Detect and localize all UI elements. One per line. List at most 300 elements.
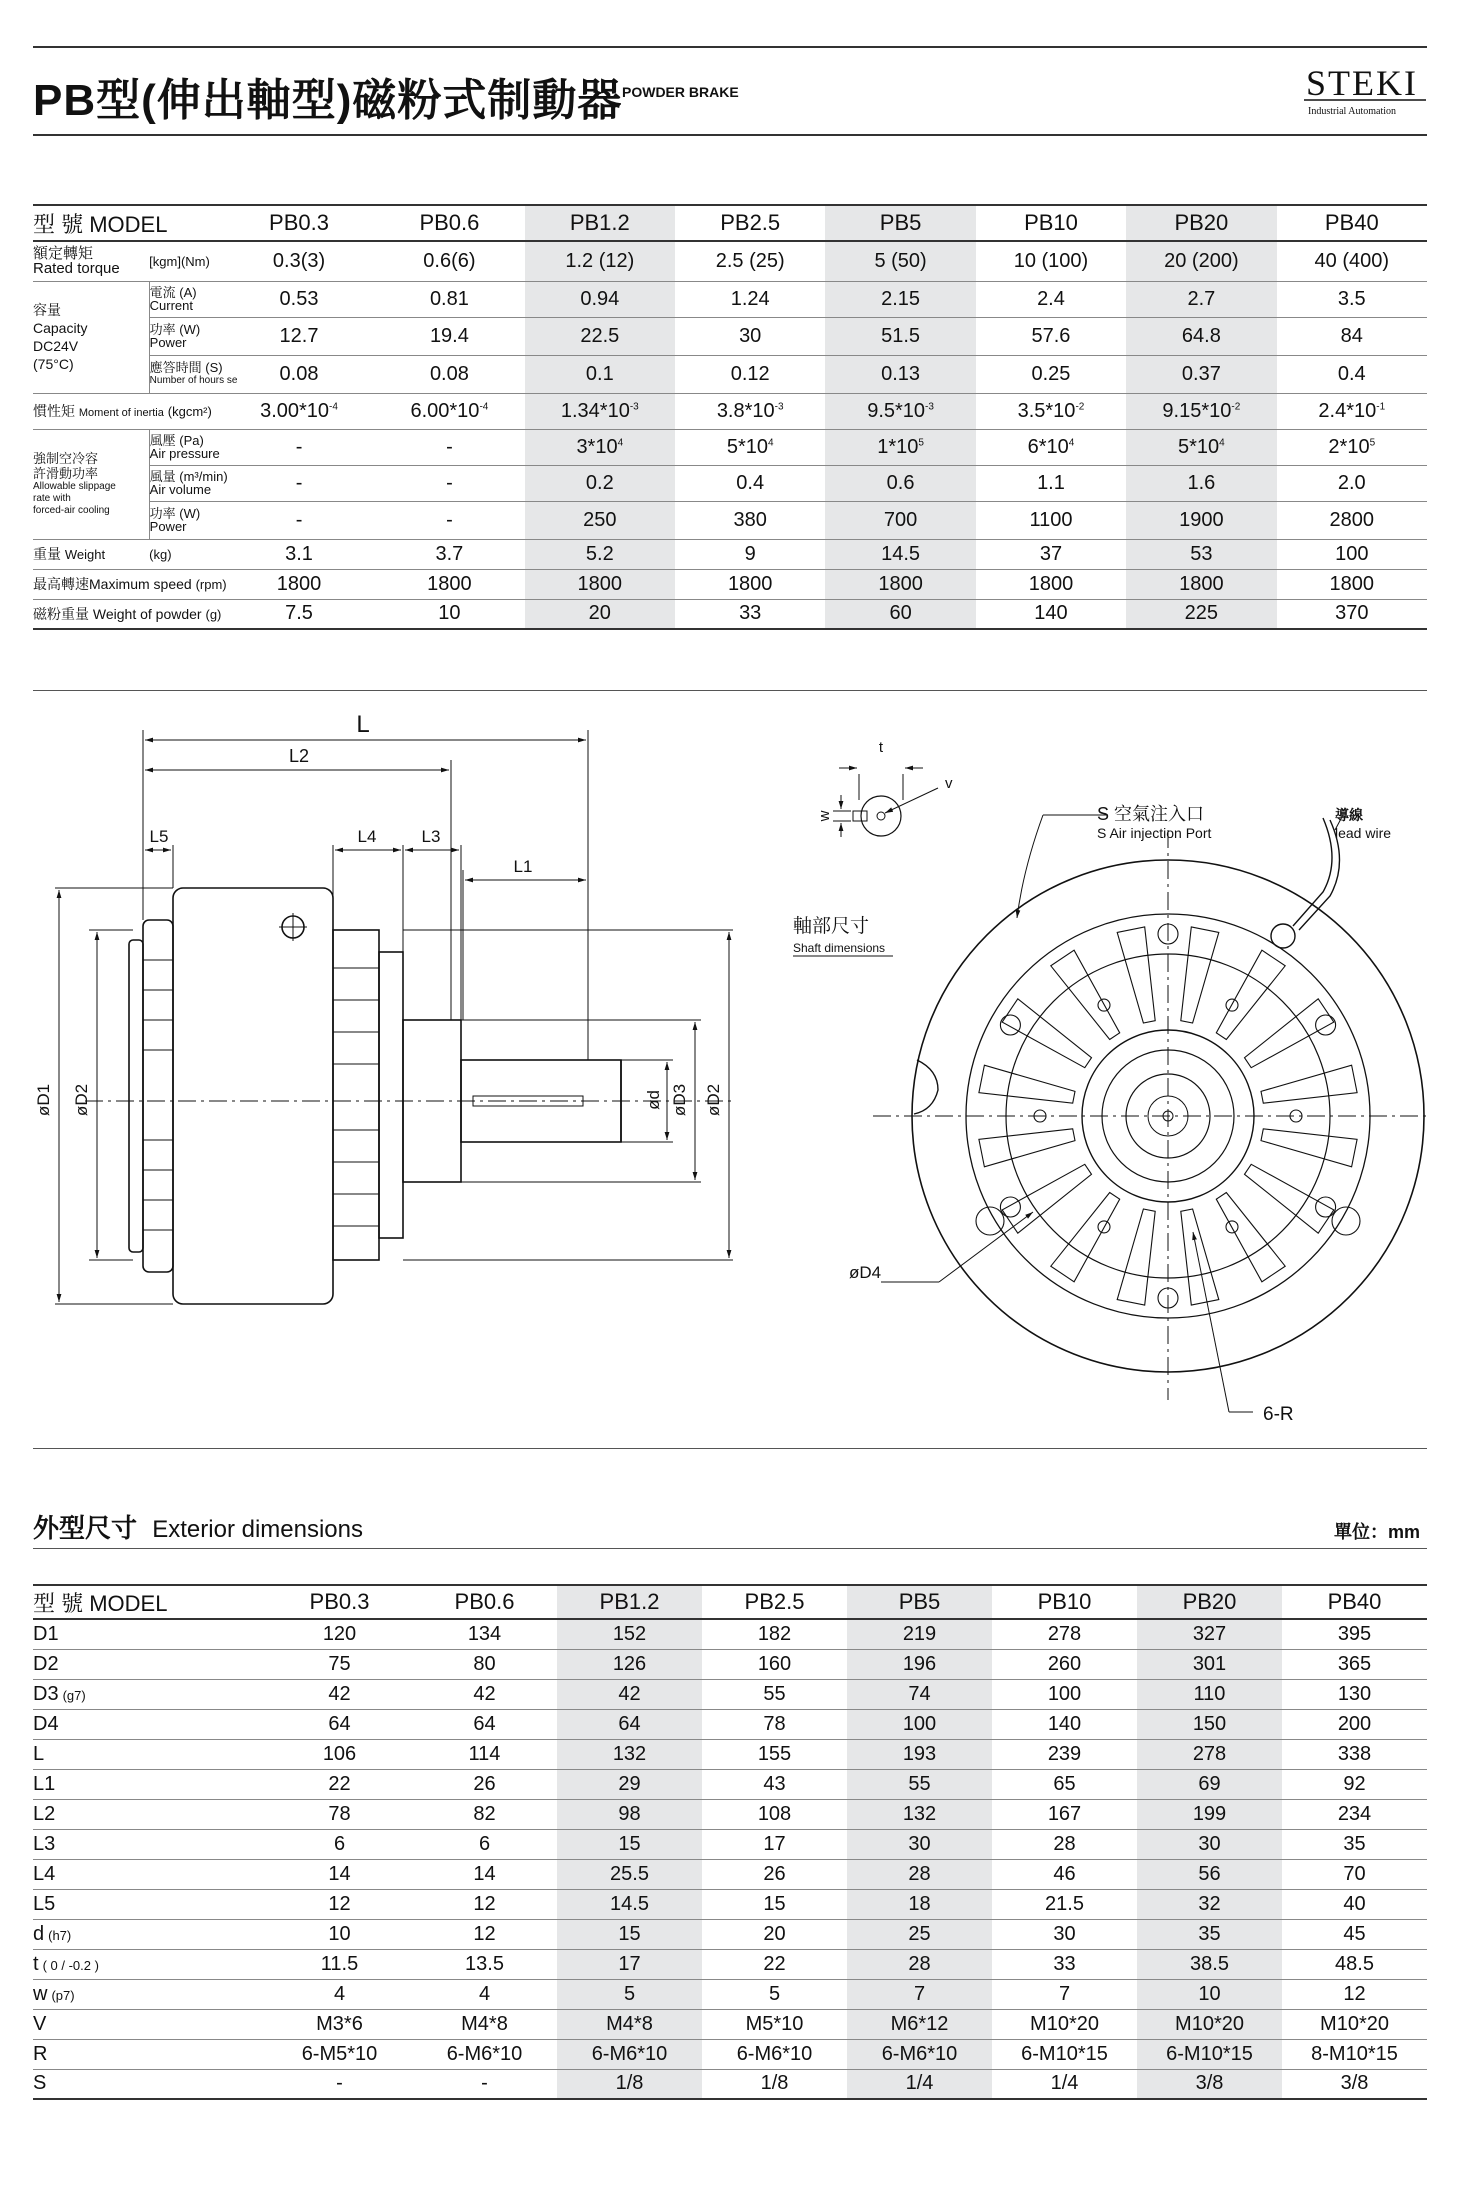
torque-label [33, 241, 149, 281]
speed-value: 1800 [374, 569, 524, 599]
brand-name: STEKI [1306, 63, 1418, 103]
model-name: PB10 [976, 205, 1126, 241]
air-pressure-label [149, 429, 224, 465]
air-pressure-mantissa: 6*10 [1027, 435, 1069, 458]
dim-value: 48.5 [1282, 1949, 1427, 1979]
dim-row [33, 1739, 1427, 1769]
dim-value: 155 [702, 1739, 847, 1769]
dim-value: 6-M6*10 [847, 2039, 992, 2069]
brand-tagline: Industrial Automation [1308, 106, 1397, 117]
dim-row [33, 1949, 1427, 1979]
current-label-zh: 電流 (A) [149, 285, 197, 300]
label-v: v [945, 775, 953, 792]
current-value: 2.7 [1126, 281, 1276, 317]
dim-row-name: V [33, 2012, 47, 2035]
inertia-label [33, 393, 224, 429]
dim-value: 30 [992, 1919, 1137, 1949]
inertia-row [33, 393, 1427, 429]
powder-label [33, 599, 224, 629]
inertia-mantissa: 2.4*10 [1318, 399, 1377, 422]
dim-value: 4 [267, 1979, 412, 2009]
inertia-mantissa: 9.15*10 [1162, 399, 1232, 422]
dim-value: 10 [267, 1919, 412, 1949]
air-pressure-value [976, 429, 1126, 465]
label-D1: øD1 [34, 1083, 53, 1117]
air-pressure-value [825, 429, 975, 465]
air-pressure-label-zh: 風壓 (Pa) [149, 433, 204, 448]
inertia-exponent: -3 [925, 400, 934, 412]
cooling-label-en1: Allowable slippage [33, 481, 116, 492]
inertia-label-zh: 慣性矩 [33, 403, 75, 419]
speed-label-zh: 最高轉速 [33, 576, 89, 592]
dim-value: 239 [992, 1739, 1137, 1769]
air-volume-value: 0.4 [675, 465, 825, 501]
section-title [33, 1508, 363, 1545]
dim-value: 30 [847, 1829, 992, 1859]
dim-value: 100 [847, 1709, 992, 1739]
dim-value: 92 [1282, 1769, 1427, 1799]
shaft-label-zh: 軸部尺寸 [793, 916, 870, 937]
response-value: 0.25 [976, 355, 1126, 393]
dim-value: 338 [1282, 1739, 1427, 1769]
air-pressure-exponent: 4 [1068, 436, 1075, 448]
shaft-detail [833, 768, 938, 837]
header-bottom-rule [33, 134, 1427, 136]
dim-value: - [412, 2069, 557, 2099]
dim-row-name: D1 [33, 1622, 59, 1645]
air-volume-label [149, 465, 228, 501]
dim-value: 132 [557, 1739, 702, 1769]
inertia-exponent: -2 [1231, 400, 1241, 412]
speed-value: 1800 [675, 569, 825, 599]
air-volume-value: 0.6 [825, 465, 975, 501]
model-name: PB2.5 [675, 205, 825, 241]
dim-value: 64 [267, 1709, 412, 1739]
model-name: PB5 [825, 205, 975, 241]
torque-value: 0.3(3) [224, 241, 374, 281]
dim-row [33, 1859, 1427, 1889]
powder-label-zh: 磁粉重量 [33, 605, 89, 622]
response-value: 0.1 [525, 355, 675, 393]
dim-value: 69 [1137, 1769, 1282, 1799]
air-pressure-mantissa: 5*10 [726, 435, 768, 458]
dim-value: 106 [267, 1739, 412, 1769]
power-value: 22.5 [525, 317, 675, 355]
label-D4: øD4 [849, 1263, 882, 1282]
air-pressure-exponent: 5 [918, 436, 924, 448]
torque-label-zh: 額定轉矩 [33, 245, 94, 263]
radial-slot [979, 1065, 1075, 1103]
response-row [33, 355, 1427, 393]
dim-value: 42 [557, 1679, 702, 1709]
label-L4: L4 [357, 827, 377, 846]
shaft-detail-labels [793, 739, 953, 955]
label-D3: øD3 [670, 1083, 689, 1117]
speed-value: 1800 [1126, 569, 1276, 599]
dim-value: 126 [557, 1649, 702, 1679]
dim-value: 25 [847, 1919, 992, 1949]
powder-label-en: Weight of powder [92, 605, 202, 622]
cool-power-value: 1100 [976, 501, 1126, 539]
air-pressure-mantissa: 5*10 [1178, 435, 1220, 458]
inertia-value [825, 393, 975, 429]
weight-value: 100 [1277, 539, 1427, 569]
powder-value: 370 [1277, 599, 1427, 629]
dim-value: 15 [557, 1829, 702, 1859]
dim-value: 6-M10*15 [1137, 2039, 1282, 2069]
air-pressure-mantissa: - [295, 435, 303, 458]
weight-value: 3.7 [374, 539, 524, 569]
dim-value: 78 [702, 1709, 847, 1739]
inertia-mantissa: 9.5*10 [867, 399, 926, 422]
speed-label [33, 569, 227, 599]
response-value: 0.12 [675, 355, 825, 393]
dim-value: 200 [1282, 1709, 1427, 1739]
dim-value: 132 [847, 1799, 992, 1829]
dim-value: 46 [992, 1859, 1137, 1889]
dim-row [33, 1889, 1427, 1919]
dim-value: - [267, 2069, 412, 2099]
capacity-label [33, 281, 149, 393]
dim-row [33, 1649, 1427, 1679]
powder-label-unit: (g) [205, 606, 222, 622]
dim-value: 1/4 [992, 2069, 1137, 2099]
dim-value: 11.5 [267, 1949, 412, 1979]
cool-power-label-zh: 功率 (W) [149, 506, 201, 521]
weight-label-en: Weight [64, 547, 106, 562]
dim-value: 234 [1282, 1799, 1427, 1829]
power-value: 12.7 [224, 317, 374, 355]
dim-value: 33 [992, 1949, 1137, 1979]
front-view-labels [849, 804, 1391, 1425]
dim-row-name: t [33, 1952, 39, 1975]
dim-value: 17 [557, 1949, 702, 1979]
dim-row-label [33, 1709, 267, 1739]
label-t: t [878, 739, 884, 756]
bolt-hole [1316, 1015, 1336, 1035]
dim-value: M10*20 [1137, 2009, 1282, 2039]
air-pressure-value [675, 429, 825, 465]
speed-value: 1800 [825, 569, 975, 599]
cooling-label-en3: forced-air cooling [33, 505, 110, 516]
model-name: PB5 [847, 1585, 992, 1619]
weight-value: 5.2 [525, 539, 675, 569]
powder-value: 60 [825, 599, 975, 629]
section-rule [33, 1548, 1427, 1549]
power-label-en: Power [149, 335, 187, 350]
dim-value: 140 [992, 1709, 1137, 1739]
dim-row [33, 1919, 1427, 1949]
dim-value: M4*8 [412, 2009, 557, 2039]
dim-value: 167 [992, 1799, 1137, 1829]
dim-row-tolerance: (p7) [51, 1987, 75, 2003]
dim-row-tolerance: (h7) [48, 1927, 72, 1943]
inertia-exponent: -4 [329, 400, 338, 412]
dim-value: 22 [267, 1769, 412, 1799]
label-d: ød [644, 1090, 663, 1110]
dim-value: 110 [1137, 1679, 1282, 1709]
current-value: 2.4 [976, 281, 1126, 317]
dim-value: 12 [267, 1889, 412, 1919]
dim-row [33, 2069, 1427, 2099]
label-L: L [356, 711, 370, 738]
response-value: 0.08 [374, 355, 524, 393]
torque-value: 5 (50) [825, 241, 975, 281]
dim-value: 29 [557, 1769, 702, 1799]
bolt-hole [1316, 1197, 1336, 1217]
air-port-label-zh: S 空氣注入口 [1097, 804, 1205, 824]
dim-value: 182 [702, 1619, 847, 1649]
dim-value: 3/8 [1282, 2069, 1427, 2099]
weight-value: 9 [675, 539, 825, 569]
dim-row [33, 1799, 1427, 1829]
dim-value: 15 [702, 1889, 847, 1919]
dim-table [33, 1584, 1427, 2100]
speed-value: 1800 [224, 569, 374, 599]
weight-label [33, 539, 149, 569]
dim-value: 28 [847, 1949, 992, 1979]
dim-value: 4 [412, 1979, 557, 2009]
dim-row-label [33, 2069, 267, 2099]
dim-value: 1/4 [847, 2069, 992, 2099]
air-volume-value: 0.2 [525, 465, 675, 501]
section-title-zh: 外型尺寸 [33, 1513, 138, 1543]
dim-row-label [33, 1829, 267, 1859]
shaft-label-en: Shaft dimensions [793, 941, 886, 955]
dim-row-name: S [33, 2072, 47, 2095]
dim-value: M10*20 [1282, 2009, 1427, 2039]
air-pressure-value [1277, 429, 1427, 465]
side-dimensions [55, 730, 733, 1304]
dim-value: 14 [412, 1859, 557, 1889]
torque-value: 1.2 (12) [525, 241, 675, 281]
cool-power-value: - [374, 501, 524, 539]
torque-value: 20 (200) [1126, 241, 1276, 281]
dim-row-tolerance: (g7) [62, 1687, 86, 1703]
dim-row-name: w [33, 1982, 48, 2005]
inertia-mantissa: 3.5*10 [1017, 399, 1076, 422]
model-name: PB0.3 [224, 205, 374, 241]
air-volume-row [33, 465, 1427, 501]
dim-value: 193 [847, 1739, 992, 1769]
dim-value: 301 [1137, 1649, 1282, 1679]
dim-row-label [33, 1859, 267, 1889]
cool-power-value: 700 [825, 501, 975, 539]
powder-value: 225 [1126, 599, 1276, 629]
dim-row-label [33, 1619, 267, 1649]
weight-value: 53 [1126, 539, 1276, 569]
wire-label-zh: 導線 [1335, 807, 1363, 823]
inertia-value [976, 393, 1126, 429]
weight-value: 37 [976, 539, 1126, 569]
dim-row-label [33, 1979, 267, 2009]
header-top-rule [33, 46, 1427, 48]
bolt-hole [1000, 1197, 1020, 1217]
capacity-label-zh: 容量 [33, 302, 61, 318]
dim-value: 150 [1137, 1709, 1282, 1739]
label-D2-left: øD2 [72, 1083, 91, 1117]
dim-value: 28 [992, 1829, 1137, 1859]
cool-power-row [33, 501, 1427, 539]
dim-value: 219 [847, 1619, 992, 1649]
dim-value: 6 [412, 1829, 557, 1859]
dim-value: 100 [992, 1679, 1137, 1709]
model-name: PB0.6 [412, 1585, 557, 1619]
dim-row [33, 1829, 1427, 1859]
dim-value: 55 [847, 1769, 992, 1799]
technical-drawing [33, 700, 1427, 1470]
label-D2-right: øD2 [704, 1083, 723, 1117]
dim-value: M10*20 [992, 2009, 1137, 2039]
dim-row-label [33, 1649, 267, 1679]
response-value: 0.4 [1277, 355, 1427, 393]
air-pressure-value [224, 429, 374, 465]
dim-value: M6*12 [847, 2009, 992, 2039]
air-pressure-mantissa: - [446, 435, 453, 458]
model-name: PB1.2 [557, 1585, 702, 1619]
dim-value: 6-M10*15 [992, 2039, 1137, 2069]
spec-table [33, 204, 1427, 630]
dim-value: 35 [1282, 1829, 1427, 1859]
dim-row-tolerance: ( 0 / -0.2 ) [42, 1957, 99, 1973]
dim-row-name: L5 [33, 1892, 56, 1915]
model-name: PB0.6 [374, 205, 524, 241]
air-pressure-mantissa: 2*10 [1328, 435, 1370, 458]
cool-power-value: 1900 [1126, 501, 1276, 539]
dim-value: 5 [557, 1979, 702, 2009]
dim-value: 12 [1282, 1979, 1427, 2009]
power-label-zh: 功率 (W) [149, 322, 201, 337]
dim-row [33, 1679, 1427, 1709]
cool-power-label-en: Power [149, 519, 187, 534]
dim-row-name: L1 [33, 1772, 56, 1795]
torque-row [33, 241, 1427, 281]
dim-value: 25.5 [557, 1859, 702, 1889]
dim-value: 22 [702, 1949, 847, 1979]
label-L2: L2 [288, 746, 310, 766]
dim-value: 196 [847, 1649, 992, 1679]
air-pressure-exponent: 4 [767, 436, 774, 448]
inertia-mantissa: 3.8*10 [716, 399, 775, 422]
dim-row-label [33, 1889, 267, 1919]
dim-row-label [33, 1949, 267, 1979]
dim-value: 13.5 [412, 1949, 557, 1979]
dim-value: 65 [992, 1769, 1137, 1799]
power-value: 57.6 [976, 317, 1126, 355]
dim-value: 14.5 [557, 1889, 702, 1919]
torque-value: 0.6(6) [374, 241, 524, 281]
dim-value: 45 [1282, 1919, 1427, 1949]
current-value: 3.5 [1277, 281, 1427, 317]
inertia-value [224, 393, 374, 429]
model-label: 型 號 MODEL [33, 1585, 267, 1619]
dim-value: M5*10 [702, 2009, 847, 2039]
dim-value: 75 [267, 1649, 412, 1679]
dim-value: 365 [1282, 1649, 1427, 1679]
air-pressure-value [374, 429, 524, 465]
speed-label-en: Maximum speed [89, 576, 192, 592]
current-value: 0.81 [374, 281, 524, 317]
torque-unit: [kgm](Nm) [149, 241, 224, 281]
powder-row [33, 599, 1427, 629]
page-title: PB型(伸出軸型)磁粉式制動器 [33, 76, 623, 125]
dim-value: 40 [1282, 1889, 1427, 1919]
response-value: 0.37 [1126, 355, 1276, 393]
dim-value: 26 [412, 1769, 557, 1799]
dim-value: 108 [702, 1799, 847, 1829]
dim-value: 15 [557, 1919, 702, 1949]
air-pressure-exponent: 4 [617, 436, 624, 448]
dim-value: 260 [992, 1649, 1137, 1679]
weight-value: 14.5 [825, 539, 975, 569]
inertia-exponent: -3 [774, 400, 784, 412]
speed-value: 1800 [1277, 569, 1427, 599]
wire-label-en: lead wire [1335, 825, 1392, 841]
air-port-label-en: S Air injection Port [1097, 825, 1212, 841]
dim-value: 199 [1137, 1799, 1282, 1829]
radial-slot [1117, 927, 1155, 1023]
dim-row [33, 1979, 1427, 2009]
inertia-value [1126, 393, 1276, 429]
inertia-mantissa: 6.00*10 [410, 399, 480, 422]
side-view [129, 888, 621, 1304]
dim-value: 10 [1137, 1979, 1282, 2009]
dim-row-name: D4 [33, 1712, 59, 1735]
current-row [33, 281, 1427, 317]
speed-value: 1800 [976, 569, 1126, 599]
dim-value: 6-M6*10 [702, 2039, 847, 2069]
dim-value: 6-M6*10 [412, 2039, 557, 2069]
torque-value: 2.5 (25) [675, 241, 825, 281]
dim-value: 6-M6*10 [557, 2039, 702, 2069]
current-value: 1.24 [675, 281, 825, 317]
dim-value: 21.5 [992, 1889, 1137, 1919]
dim-row-name: L4 [33, 1862, 56, 1885]
cooling-label-zh1: 強制空冷容 [33, 451, 99, 466]
drawing-top-rule [33, 690, 1427, 691]
inertia-value [1277, 393, 1427, 429]
drawing-bottom-rule [33, 1448, 1427, 1449]
dim-value: 395 [1282, 1619, 1427, 1649]
dim-value: 32 [1137, 1889, 1282, 1919]
dim-value: 56 [1137, 1859, 1282, 1889]
dim-value: 114 [412, 1739, 557, 1769]
page-subtitle: POWDER BRAKE [622, 84, 739, 100]
power-value: 51.5 [825, 317, 975, 355]
air-volume-value: - [224, 465, 374, 501]
dim-row [33, 2039, 1427, 2069]
cool-power-label [149, 501, 224, 539]
dim-value: 43 [702, 1769, 847, 1799]
inertia-label-unit: (kgcm²) [167, 404, 212, 419]
dim-value: 278 [992, 1619, 1137, 1649]
label-R: 6-R [1263, 1404, 1294, 1425]
air-pressure-exponent: 4 [1219, 436, 1225, 448]
air-pressure-mantissa: 1*10 [877, 435, 919, 458]
model-name: PB20 [1137, 1585, 1282, 1619]
dim-value: 1/8 [557, 2069, 702, 2099]
dim-value: 6 [267, 1829, 412, 1859]
dim-row-label [33, 1919, 267, 1949]
weight-value: 3.1 [224, 539, 374, 569]
speed-row [33, 569, 1427, 599]
inertia-exponent: -2 [1075, 400, 1085, 412]
dim-value: 82 [412, 1799, 557, 1829]
air-volume-label-en: Air volume [149, 482, 212, 497]
dim-value: M3*6 [267, 2009, 412, 2039]
radial-slot [1181, 1209, 1219, 1305]
dim-value: 26 [702, 1859, 847, 1889]
